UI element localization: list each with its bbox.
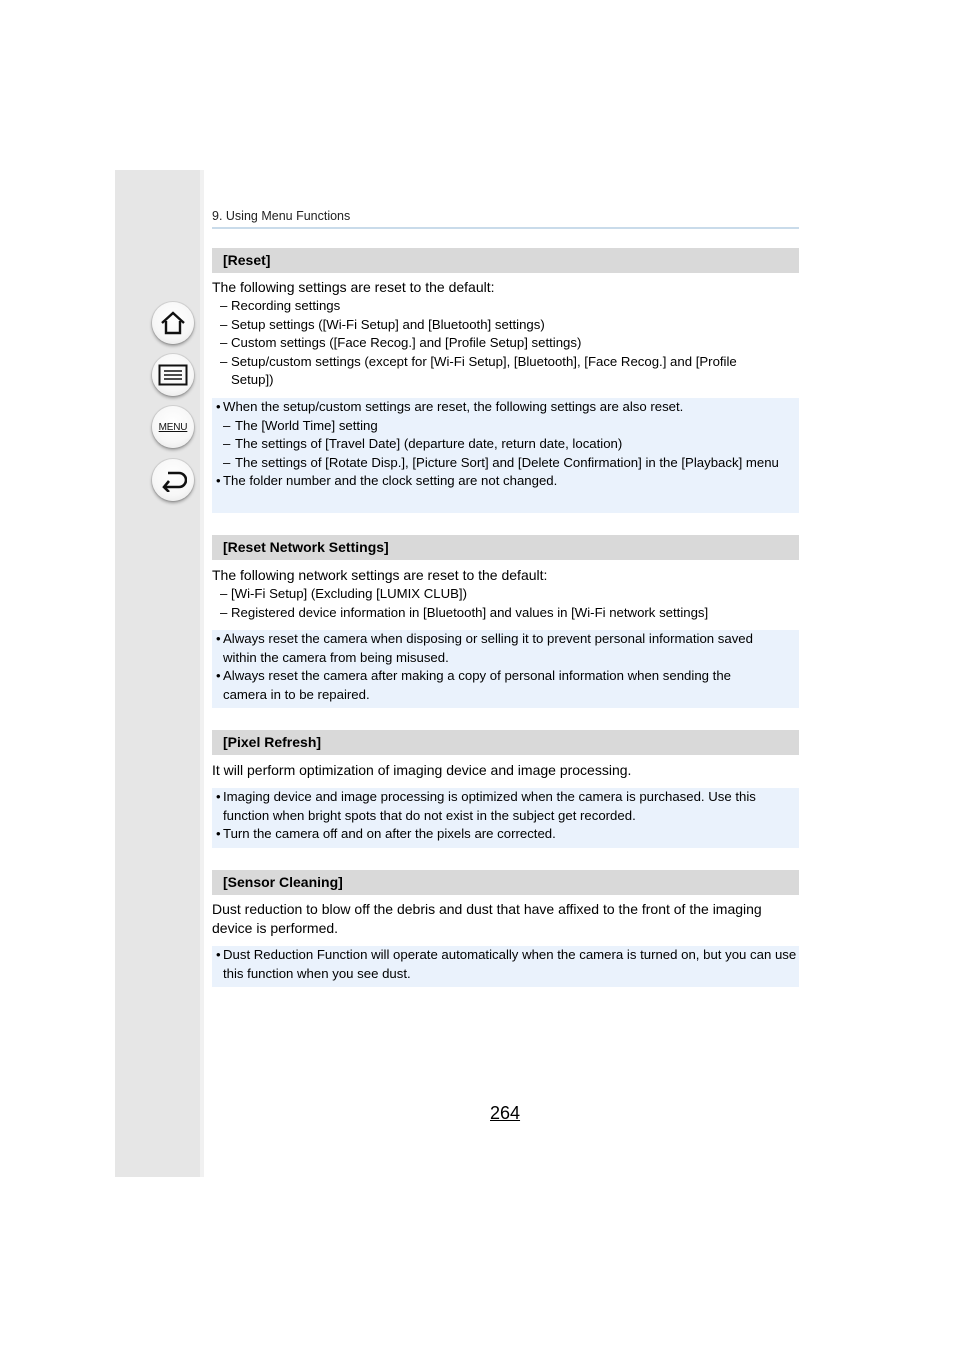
- sensor-cleaning-section-title: [Sensor Cleaning]: [212, 870, 799, 895]
- contents-list-button[interactable]: [152, 354, 194, 396]
- reset-note-box: [212, 398, 799, 513]
- note-item: • Imaging device and image processing is optimized when the camera is purchased. Use this function when bright spots that do not exist in the subject get recorded.: [216, 789, 756, 823]
- pixel-refresh-intro: It will perform optimization of imaging device and image processing.: [212, 762, 632, 778]
- header-divider: [212, 227, 799, 229]
- list-icon: [158, 364, 188, 386]
- sidebar-edge: [200, 170, 204, 1177]
- note-item: • Turn the camera off and on after the pixels are corrected.: [216, 826, 556, 841]
- list-item: – Registered device information in [Bluetooth] and values in [Wi-Fi network settings]: [220, 604, 709, 620]
- home-icon: [159, 310, 187, 336]
- reset-network-intro: The following network settings are reset to the default:: [212, 567, 548, 583]
- sensor-cleaning-note-box: [212, 946, 799, 987]
- page-number: 264: [490, 1103, 521, 1123]
- reset-intro: The following settings are reset to the default:: [212, 279, 495, 295]
- note-item: • When the setup/custom settings are reset, the following settings are also reset.: [216, 399, 684, 414]
- reset-section-title: [Reset]: [212, 248, 799, 273]
- chapter-heading: 9. Using Menu Functions: [212, 209, 351, 223]
- reset-network-note-box: [212, 630, 799, 708]
- note-subitem: – The settings of [Rotate Disp.], [Picture Sort] and [Delete Confirmation] in the [Playback] menu: [223, 454, 779, 470]
- reset-network-section-title: [Reset Network Settings]: [212, 535, 799, 560]
- list-item: – Recording settings: [220, 298, 341, 313]
- note-item: • Always reset the camera after making a copy of personal information when sending the camera in to be repaired.: [216, 668, 731, 702]
- list-item: – Custom settings ([Face Recog.] and [Profile Setup] settings): [220, 335, 582, 350]
- note-item: • Always reset the camera when disposing or selling it to prevent personal information saved within the camera from being misused.: [216, 631, 753, 665]
- list-item: – Setup settings ([Wi-Fi Setup] and [Bluetooth] settings): [220, 316, 545, 332]
- reset-items-list: [220, 297, 800, 390]
- pixel-refresh-note-box: [212, 788, 799, 848]
- note-subitem: – The [World Time] setting: [223, 417, 378, 433]
- menu-label: MENU: [158, 421, 188, 433]
- back-arrow-icon: [159, 468, 187, 492]
- note-subitem: – The settings of [Travel Date] (departure date, return date, location): [223, 436, 623, 451]
- list-item: – [Wi-Fi Setup] (Excluding [LUMIX CLUB]): [220, 586, 467, 601]
- note-item: • Dust Reduction Function will operate automatically when the camera is turned on, but you can use this function when you see dust.: [216, 947, 797, 981]
- list-item: – Setup/custom settings (except for [Wi-Fi Setup], [Bluetooth], [Face Recog.] and [Profile Setup]): [220, 353, 737, 387]
- menu-button[interactable]: [152, 406, 194, 448]
- pixel-refresh-section-title: [Pixel Refresh]: [212, 730, 799, 755]
- home-button[interactable]: [152, 302, 194, 344]
- reset-network-items-list: [220, 585, 800, 622]
- sensor-cleaning-intro: Dust reduction to blow off the debris and dust that have affixed to the front of the imaging device is performed.: [212, 901, 762, 936]
- note-item: • The folder number and the clock setting are not changed.: [216, 473, 558, 488]
- back-button[interactable]: [152, 459, 194, 501]
